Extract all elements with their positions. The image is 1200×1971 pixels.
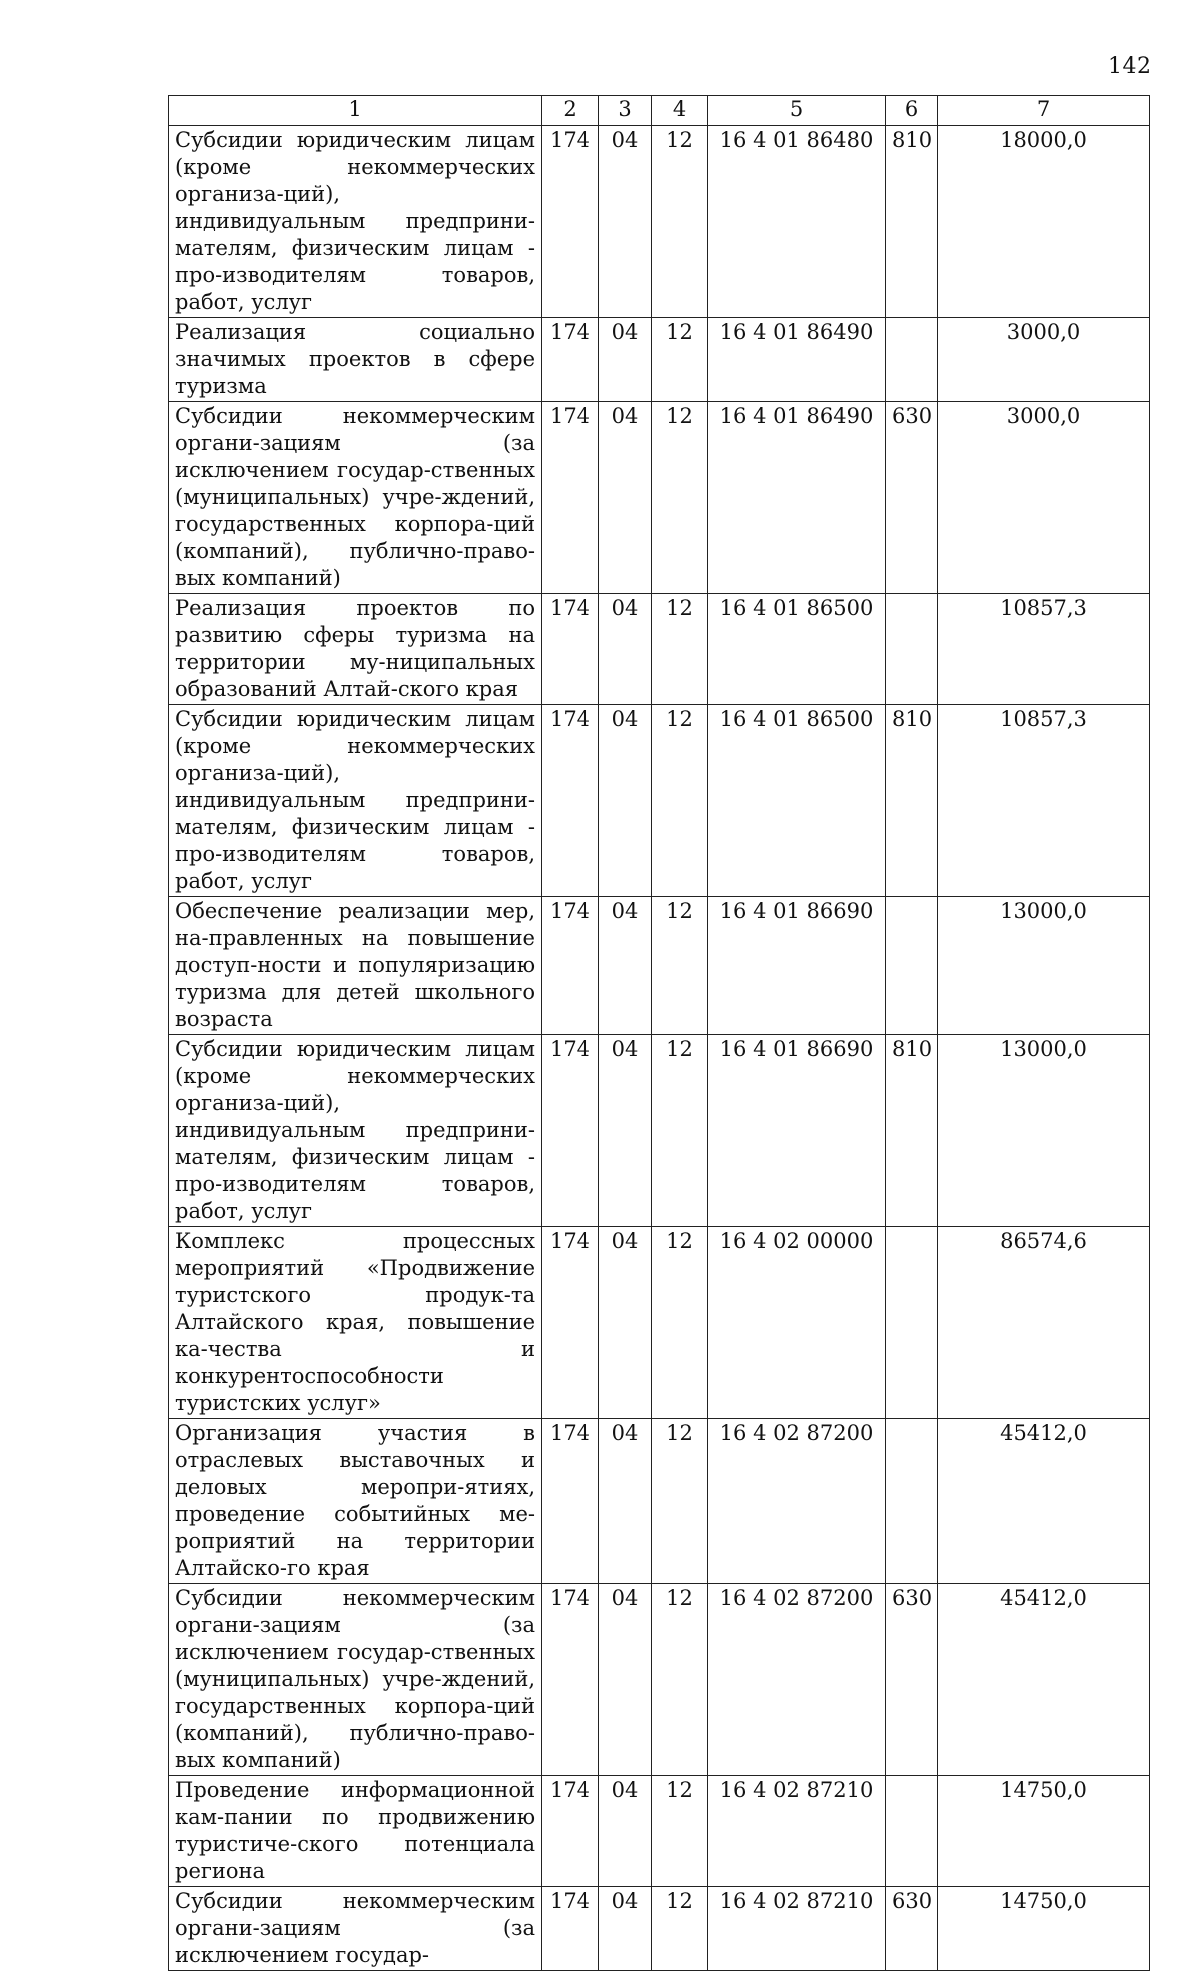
row-section-code: 04 <box>599 318 652 402</box>
table-row <box>169 1776 1150 1887</box>
row-ministry-code: 174 <box>542 705 599 897</box>
row-subsection-code: 12 <box>652 1887 708 1971</box>
row-section-code: 04 <box>599 1776 652 1887</box>
row-amount: 14750,0 <box>938 1776 1150 1887</box>
page-number: 142 <box>1108 54 1152 79</box>
header-col-2: 2 <box>542 96 599 126</box>
table-row <box>169 402 1150 594</box>
row-subsection-code: 12 <box>652 594 708 705</box>
row-amount: 13000,0 <box>938 897 1150 1035</box>
row-expense-type: 630 <box>886 1887 938 1971</box>
header-col-4: 4 <box>652 96 708 126</box>
row-amount: 14750,0 <box>938 1887 1150 1971</box>
row-expense-type: 630 <box>886 1584 938 1776</box>
row-name: Субсидии некоммерческим органи-зациям (за исключением государ-ственных (муниципальных) учре-ждений, государственных корпора-ций (компаний), публично-право-вых компаний) <box>169 402 542 594</box>
row-name: Субсидии некоммерческим органи-зациям (за исключением государ-ственных (муниципальных) учре-ждений, государственных корпора-ций (компаний), публично-право-вых компаний) <box>169 1584 542 1776</box>
row-section-code: 04 <box>599 1584 652 1776</box>
row-target-code: 16 4 01 86490 <box>708 318 886 402</box>
row-subsection-code: 12 <box>652 126 708 318</box>
row-subsection-code: 12 <box>652 897 708 1035</box>
header-col-3: 3 <box>599 96 652 126</box>
row-target-code: 16 4 01 86690 <box>708 897 886 1035</box>
row-amount: 10857,3 <box>938 705 1150 897</box>
row-target-code: 16 4 02 87210 <box>708 1776 886 1887</box>
budget-table <box>168 95 1150 1971</box>
row-ministry-code: 174 <box>542 318 599 402</box>
row-section-code: 04 <box>599 1419 652 1584</box>
table-row <box>169 1227 1150 1419</box>
row-expense-type <box>886 1227 938 1419</box>
row-amount: 10857,3 <box>938 594 1150 705</box>
row-target-code: 16 4 01 86690 <box>708 1035 886 1227</box>
row-amount: 45412,0 <box>938 1419 1150 1584</box>
row-ministry-code: 174 <box>542 402 599 594</box>
row-name: Субсидии юридическим лицам (кроме некоммерческих организа-ций), индивидуальным предприни-мателям, физическим лицам - про-изводителям товаров, работ, услуг <box>169 126 542 318</box>
row-expense-type <box>886 1419 938 1584</box>
row-ministry-code: 174 <box>542 1776 599 1887</box>
row-ministry-code: 174 <box>542 897 599 1035</box>
table-row <box>169 318 1150 402</box>
row-subsection-code: 12 <box>652 1035 708 1227</box>
row-section-code: 04 <box>599 705 652 897</box>
header-row <box>169 96 1150 126</box>
row-name: Реализация социально значимых проектов в сфере туризма <box>169 318 542 402</box>
row-name: Субсидии некоммерческим органи-зациям (за исключением государ- <box>169 1887 542 1971</box>
table-row <box>169 594 1150 705</box>
row-amount: 86574,6 <box>938 1227 1150 1419</box>
row-expense-type: 810 <box>886 1035 938 1227</box>
header-col-5: 5 <box>708 96 886 126</box>
row-section-code: 04 <box>599 594 652 705</box>
row-ministry-code: 174 <box>542 1035 599 1227</box>
row-subsection-code: 12 <box>652 402 708 594</box>
row-expense-type <box>886 1776 938 1887</box>
row-ministry-code: 174 <box>542 126 599 318</box>
row-target-code: 16 4 01 86480 <box>708 126 886 318</box>
row-ministry-code: 174 <box>542 1227 599 1419</box>
table-row <box>169 126 1150 318</box>
row-subsection-code: 12 <box>652 705 708 897</box>
row-section-code: 04 <box>599 1035 652 1227</box>
row-amount: 13000,0 <box>938 1035 1150 1227</box>
row-ministry-code: 174 <box>542 1584 599 1776</box>
table-row <box>169 705 1150 897</box>
row-target-code: 16 4 02 87210 <box>708 1887 886 1971</box>
row-name: Проведение информационной кам-пании по продвижению туристиче-ского потенциала региона <box>169 1776 542 1887</box>
row-name: Обеспечение реализации мер, на-правленных на повышение доступ-ности и популяризацию туризма для детей школьного возраста <box>169 897 542 1035</box>
row-target-code: 16 4 01 86500 <box>708 594 886 705</box>
row-subsection-code: 12 <box>652 1419 708 1584</box>
row-subsection-code: 12 <box>652 318 708 402</box>
row-subsection-code: 12 <box>652 1776 708 1887</box>
row-ministry-code: 174 <box>542 1887 599 1971</box>
row-amount: 3000,0 <box>938 318 1150 402</box>
row-subsection-code: 12 <box>652 1584 708 1776</box>
row-expense-type: 810 <box>886 126 938 318</box>
row-expense-type <box>886 897 938 1035</box>
row-subsection-code: 12 <box>652 1227 708 1419</box>
row-section-code: 04 <box>599 1887 652 1971</box>
row-section-code: 04 <box>599 897 652 1035</box>
row-name: Субсидии юридическим лицам (кроме некоммерческих организа-ций), индивидуальным предприни-мателям, физическим лицам - про-изводителям товаров, работ, услуг <box>169 705 542 897</box>
row-name: Организация участия в отраслевых выставочных и деловых меропри-ятиях, проведение событийных ме-роприятий на территории Алтайско-го края <box>169 1419 542 1584</box>
row-amount: 3000,0 <box>938 402 1150 594</box>
table-row <box>169 1035 1150 1227</box>
row-target-code: 16 4 02 87200 <box>708 1584 886 1776</box>
row-name: Комплекс процессных мероприятий «Продвижение туристского продук-та Алтайского края, повышение ка-чества и конкурентоспособности туристских услуг» <box>169 1227 542 1419</box>
table-row <box>169 1584 1150 1776</box>
row-expense-type <box>886 318 938 402</box>
row-amount: 18000,0 <box>938 126 1150 318</box>
row-target-code: 16 4 02 87200 <box>708 1419 886 1584</box>
header-col-7: 7 <box>938 96 1150 126</box>
row-expense-type: 810 <box>886 705 938 897</box>
row-section-code: 04 <box>599 1227 652 1419</box>
table-row <box>169 1419 1150 1584</box>
row-expense-type <box>886 594 938 705</box>
row-name: Реализация проектов по развитию сферы туризма на территории му-ниципальных образований Алтай-ского края <box>169 594 542 705</box>
header-col-1: 1 <box>169 96 542 126</box>
row-ministry-code: 174 <box>542 1419 599 1584</box>
row-section-code: 04 <box>599 126 652 318</box>
row-target-code: 16 4 02 00000 <box>708 1227 886 1419</box>
row-amount: 45412,0 <box>938 1584 1150 1776</box>
row-target-code: 16 4 01 86490 <box>708 402 886 594</box>
table-row <box>169 897 1150 1035</box>
row-name: Субсидии юридическим лицам (кроме некоммерческих организа-ций), индивидуальным предприни-мателям, физическим лицам - про-изводителям товаров, работ, услуг <box>169 1035 542 1227</box>
header-col-6: 6 <box>886 96 938 126</box>
table-row <box>169 1887 1150 1971</box>
row-expense-type: 630 <box>886 402 938 594</box>
row-target-code: 16 4 01 86500 <box>708 705 886 897</box>
row-section-code: 04 <box>599 402 652 594</box>
row-ministry-code: 174 <box>542 594 599 705</box>
